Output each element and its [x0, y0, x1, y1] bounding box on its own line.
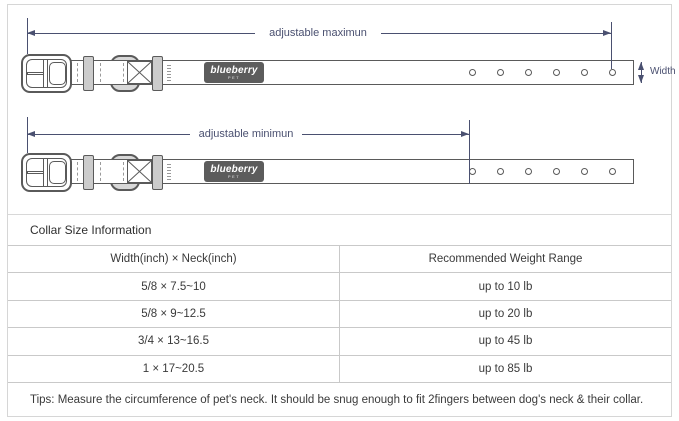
keeper-bar	[83, 56, 94, 91]
dimension-extension-line	[611, 22, 612, 69]
brand-sub: PET	[227, 174, 241, 179]
size-cell: 3/4 × 13~16.5	[138, 335, 209, 348]
adjustment-holes	[469, 69, 616, 76]
buckle-center-bar	[43, 59, 48, 88]
buckle-center-bar	[43, 158, 48, 187]
buckle-slot	[49, 62, 66, 85]
adjustment-hole	[497, 168, 504, 175]
size-cell: 1 × 17~20.5	[142, 362, 205, 375]
dimension-extension-line	[27, 18, 28, 54]
adjustment-hole	[609, 168, 616, 175]
adjustment-hole	[497, 69, 504, 76]
stitch-line	[77, 162, 78, 181]
collar-min-diagram	[0, 153, 679, 196]
keeper-bar	[152, 56, 163, 91]
arrowhead-left-icon	[27, 131, 35, 137]
stitch-line	[123, 162, 124, 181]
woven-label	[167, 163, 171, 180]
table-title: Collar Size Information	[30, 223, 152, 237]
adjustment-hole	[525, 168, 532, 175]
column-header-size: Width(inch) × Neck(inch)	[110, 253, 237, 266]
adjustment-hole	[469, 168, 476, 175]
size-cell: 5/8 × 9~12.5	[141, 307, 206, 320]
arrowhead-right-icon	[461, 131, 469, 137]
dimension-arrow-min-right	[302, 134, 469, 135]
adjustment-hole	[469, 69, 476, 76]
table-row	[8, 273, 671, 300]
dimension-label-min: adjustable minimun	[198, 128, 294, 140]
dimension-arrow-max-left	[27, 33, 255, 34]
adjustment-hole	[581, 168, 588, 175]
brand-name: blueberry	[210, 164, 258, 175]
box-x-stitch-icon	[127, 160, 152, 183]
stitch-line	[77, 63, 78, 82]
box-x-stitch-icon	[127, 61, 152, 84]
brand-name: blueberry	[210, 65, 258, 76]
adjustment-hole	[525, 69, 532, 76]
stitch-line	[123, 63, 124, 82]
width-label: Width	[650, 66, 676, 77]
section-divider	[8, 214, 671, 215]
arrowhead-up-icon	[638, 62, 644, 70]
dimension-extension-line	[469, 120, 470, 184]
table-row	[8, 356, 671, 383]
stitch-line	[100, 63, 101, 82]
dimension-label-max: adjustable maximun	[269, 27, 367, 39]
dimension-arrow-min-left	[27, 134, 190, 135]
brand-patch	[204, 62, 264, 83]
table-header-row	[8, 246, 671, 273]
adjustment-hole	[553, 168, 560, 175]
collar-max-diagram	[0, 54, 679, 97]
dimension-arrow-max-right	[381, 33, 611, 34]
woven-label	[167, 64, 171, 81]
weight-cell: up to 20 lb	[339, 301, 671, 327]
buckle	[21, 153, 72, 192]
column-header-weight: Recommended Weight Range	[339, 246, 671, 272]
keeper-bar	[83, 155, 94, 190]
adjustment-hole	[581, 69, 588, 76]
width-arrow	[641, 62, 642, 83]
table-row	[8, 328, 671, 355]
weight-cell: up to 45 lb	[339, 328, 671, 354]
brand-patch	[204, 161, 264, 182]
buckle-slot	[49, 161, 66, 184]
tips-text: Tips: Measure the circumference of pet's neck. It should be snug enough to fit 2fingers between dog's neck & their collar.	[30, 393, 644, 406]
weight-cell: up to 10 lb	[339, 273, 671, 299]
arrowhead-down-icon	[638, 75, 644, 83]
adjustment-holes	[469, 168, 616, 175]
adjustment-hole	[609, 69, 616, 76]
size-table	[8, 245, 671, 383]
stitch-line	[100, 162, 101, 181]
keeper-bar	[152, 155, 163, 190]
arrowhead-right-icon	[603, 30, 611, 36]
arrowhead-left-icon	[27, 30, 35, 36]
size-cell: 5/8 × 7.5~10	[141, 280, 206, 293]
adjustment-hole	[553, 69, 560, 76]
table-row	[8, 301, 671, 328]
brand-sub: PET	[227, 75, 241, 80]
weight-cell: up to 85 lb	[339, 356, 671, 382]
buckle	[21, 54, 72, 93]
